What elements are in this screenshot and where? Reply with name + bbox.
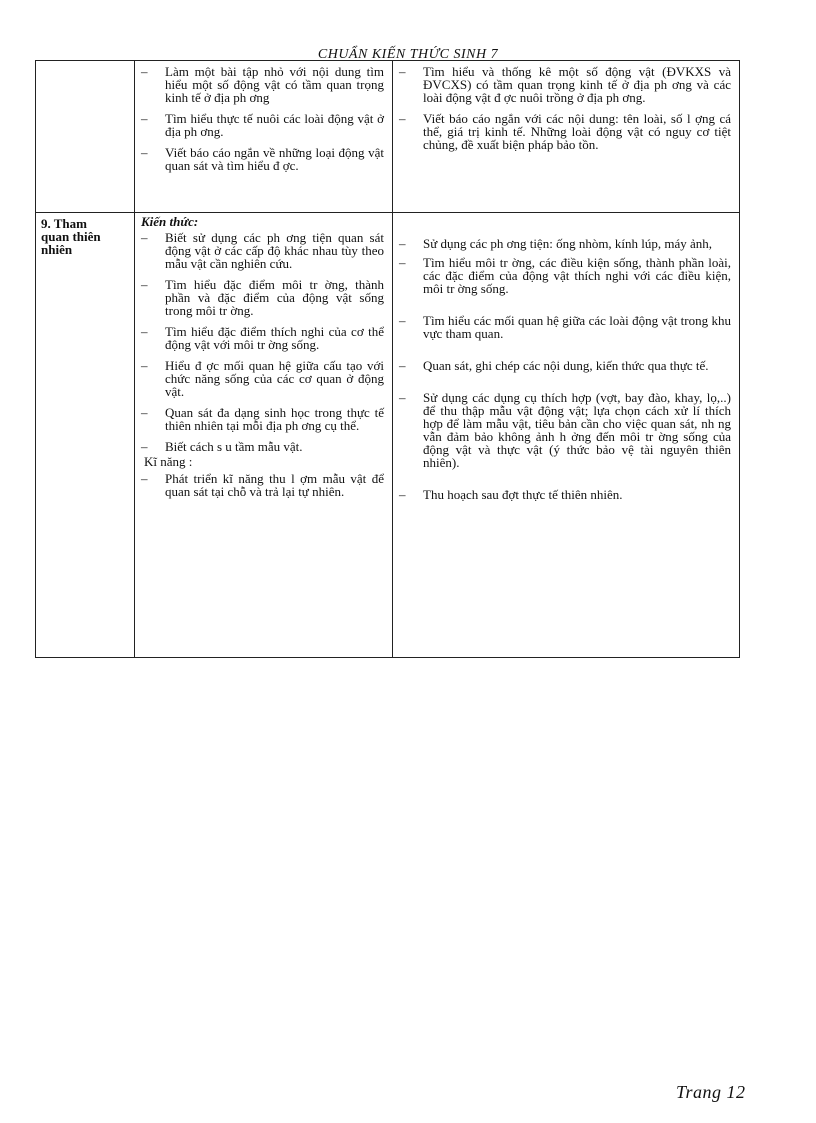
list-item: – Tìm hiểu môi tr ờng, các điều kiện sống, thành phần loài, các đặc điểm của động vật thích nghi với các điều kiện, môi tr ờng sống. [393, 256, 739, 295]
topic-cell [36, 213, 135, 658]
topic-title: 9. Tham [41, 216, 87, 231]
list-item: – Sử dụng các dụng cụ thích hợp (vợt, bay đào, khay, lọ,..) để thu thập mẫu vật động vật; lựa chọn cách xử lí thích hợp để làm mẫu vật, tiêu bản cần cho việc quan sát, nh ng vẫn đảm bảo không ảnh h ởng đến môi tr ờng sống của động vật và thực vật (ý thức bảo vệ tài nguyên thiên nhiên). [393, 391, 739, 469]
list-item: – Sử dụng các ph ơng tiện: ống nhòm, kính lúp, máy ảnh, [393, 237, 739, 250]
list-item: – Viết báo cáo ngắn với các nội dung: tên loài, số l ợng cá thể, giá trị kinh tế. Những loài động vật có nguy cơ tiệt chủng, đề xuất biện pháp bảo tồn. [393, 112, 739, 151]
list-item: – Quan sát, ghi chép các nội dung, kiến thức qua thực tế. [393, 359, 739, 372]
skill-label: Kĩ năng : [144, 454, 193, 469]
topic-title: nhiên [41, 242, 73, 257]
list-item: – Viết báo cáo ngắn về những loại động vật quan sát và tìm hiểu đ ợc. [135, 146, 392, 172]
page-header: CHUẨN KIẾN THỨC SINH 7 [317, 47, 499, 62]
objectives-cell [135, 213, 393, 658]
activities-cell [393, 213, 740, 658]
list-item: – Biết cách s u tầm mẫu vật. [135, 440, 392, 453]
activities-cell [393, 61, 740, 213]
list-item: – Tìm hiểu đặc điểm thích nghi của cơ thể động vật với môi tr ờng sống. [135, 325, 392, 351]
table-row [36, 61, 740, 213]
page-number: Trang 12 [676, 1082, 746, 1102]
list-item: – Thu hoạch sau đợt thực tế thiên nhiên. [393, 488, 739, 501]
knowledge-label: Kiến thức: [141, 214, 199, 229]
topic-title: quan thiên [41, 229, 101, 244]
list-item: – Phát triển kĩ năng thu l ợm mẫu vật để quan sát tại chỗ và trả lại tự nhiên. [135, 472, 392, 498]
list-item: – Tìm hiểu các mối quan hệ giữa các loài động vật trong khu vực tham quan. [393, 314, 739, 340]
list-item: – Hiểu đ ợc mối quan hệ giữa cấu tạo với chức năng sống của các cơ quan ở động vật. [135, 359, 392, 398]
list-item: – Tìm hiểu đặc điểm môi tr ờng, thành phần và đặc điểm của động vật sống trong môi tr ờng. [135, 278, 392, 317]
list-item: – Biết sử dụng các ph ơng tiện quan sát động vật ở các cấp độ khác nhau tùy theo mẫu vật cần nghiên cứu. [135, 231, 392, 270]
content-table [35, 60, 740, 658]
list-item: – Làm một bài tập nhỏ với nội dung tìm hiểu một số động vật có tầm quan trọng kinh tế ở địa ph ơng [135, 65, 392, 104]
list-item: – Tìm hiểu và thống kê một số động vật (ĐVKXS và ĐVCXS) có tầm quan trọng kinh tế ở địa ph ơng và các loài động vật đ ợc nuôi trồng ở địa ph ơng. [393, 65, 739, 104]
topic-cell [36, 61, 135, 213]
list-item: – Quan sát đa dạng sinh học trong thực tế thiên nhiên tại mỗi địa ph ơng cụ thể. [135, 406, 392, 432]
table-row [36, 213, 740, 658]
objectives-cell [135, 61, 393, 213]
list-item: – Tìm hiểu thực tế nuôi các loài động vật ở địa ph ơng. [135, 112, 392, 138]
